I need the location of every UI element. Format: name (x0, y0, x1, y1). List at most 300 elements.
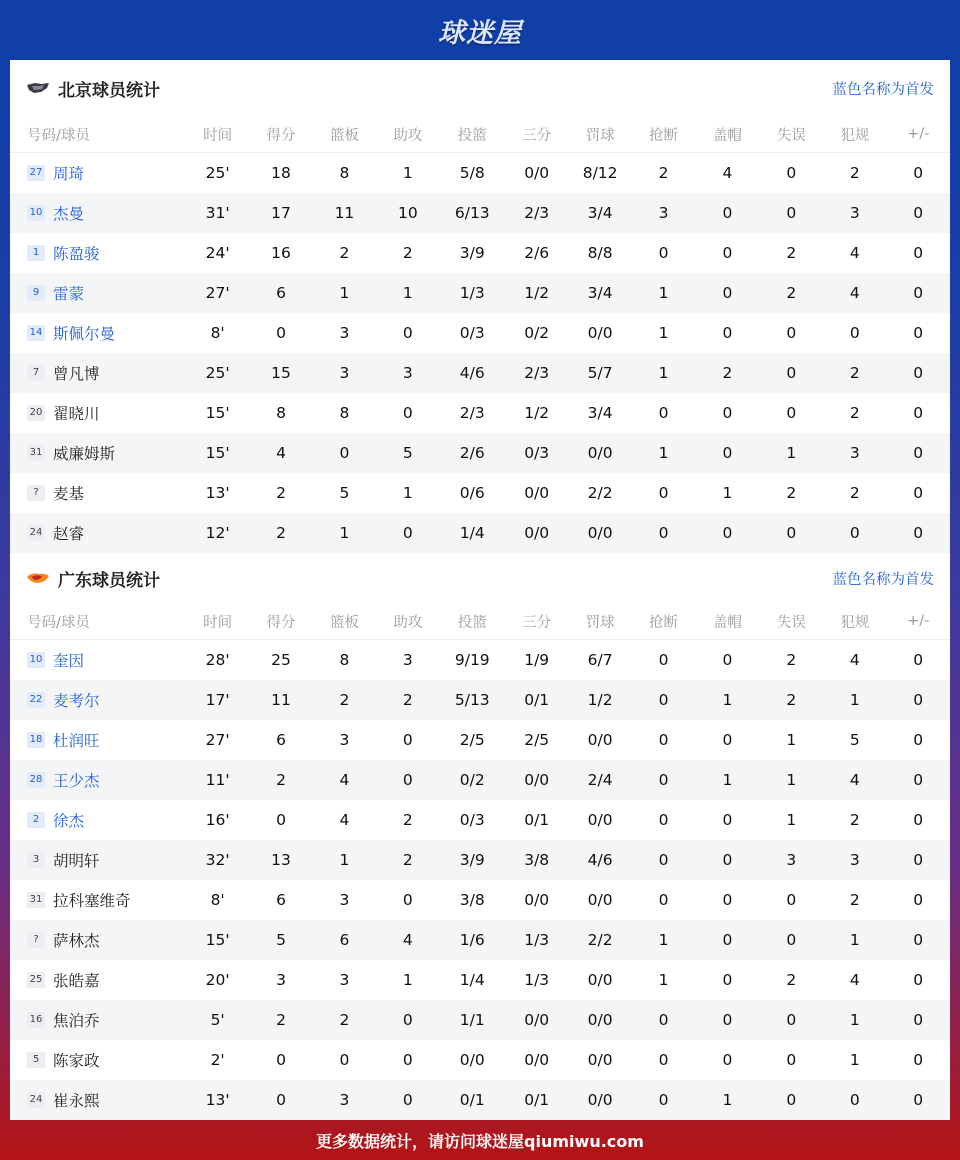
stat-cell: 2 (276, 484, 286, 502)
player-row (10, 840, 950, 880)
team-section-beijing (10, 60, 950, 553)
stat-cell: 0 (658, 651, 669, 669)
stat-cell: 0 (760, 1000, 823, 1040)
stat-cell: 0 (376, 760, 439, 800)
stat-cell: 4/6 (568, 840, 631, 880)
stat-cell: 0 (722, 404, 733, 422)
stat-cell: 0 (376, 1080, 439, 1120)
stat-cell: 0 (658, 731, 669, 749)
player-cell (10, 960, 186, 1000)
player-cell (10, 273, 186, 313)
stat-cell: 24' (205, 244, 230, 262)
jersey-number-badge: 3 (27, 852, 45, 868)
stat-cell: 0 (760, 193, 823, 233)
stat-cell: 8/8 (587, 244, 613, 262)
stat-cell: 1 (313, 273, 376, 313)
stat-cell: 1/9 (524, 651, 550, 669)
player-name: 威廉姆斯 (53, 445, 116, 463)
player-cell (10, 880, 186, 920)
stat-cell: 0 (695, 920, 759, 960)
stat-cell: 4 (849, 244, 860, 262)
stat-cell: 0 (913, 324, 924, 342)
stat-cell: 3 (313, 353, 376, 393)
column-header: 罚球 (568, 603, 631, 640)
column-header: 号码/球员 (10, 116, 186, 153)
stat-cell: 0 (886, 920, 950, 960)
stat-cell: 0 (886, 1080, 950, 1120)
stat-cell: 3 (823, 840, 886, 880)
jersey-number-badge: 10 (27, 205, 45, 221)
player-row (10, 760, 950, 800)
footer-text: 更多数据统计，请访问球迷屋qiumiwu.com (316, 1131, 644, 1151)
stat-cell: 0 (722, 811, 733, 829)
team-header (10, 60, 950, 116)
jersey-number-badge: ? (27, 485, 45, 501)
column-header: 时间 (186, 116, 249, 153)
player-row (10, 720, 950, 760)
stat-cell: 0 (886, 433, 950, 473)
stat-cell: 1/4 (459, 971, 485, 989)
stat-cell: 0 (913, 731, 924, 749)
stat-cell: 4 (722, 164, 733, 182)
stat-cell: 3 (276, 971, 286, 989)
stat-cell: 0 (695, 1000, 759, 1040)
stat-cell: 0 (276, 811, 286, 829)
stat-cell: 0 (313, 433, 376, 473)
stat-cell: 2 (849, 811, 860, 829)
column-header: 投篮 (440, 603, 505, 640)
stat-cell: 0 (402, 404, 413, 422)
stat-cell: 17 (249, 193, 312, 233)
stat-cell: 2 (313, 1000, 376, 1040)
stat-cell: 2 (249, 1000, 312, 1040)
player-name: 焦泊乔 (53, 1012, 100, 1030)
jersey-number-badge: 28 (27, 772, 45, 788)
stat-cell: 1 (313, 840, 376, 880)
stat-cell: 12' (186, 513, 249, 553)
stat-cell: 1 (313, 513, 376, 553)
stat-cell: 1 (695, 680, 759, 720)
stat-cell: 1 (823, 920, 886, 960)
column-header: 盖帽 (695, 603, 759, 640)
stat-cell: 0 (786, 404, 797, 422)
column-header: 失误 (760, 116, 823, 153)
stat-cell: 0/0 (568, 513, 631, 553)
jersey-number-badge: 7 (27, 365, 45, 381)
stat-cell: 2 (786, 484, 797, 502)
player-row (10, 233, 950, 273)
stat-cell: 5/8 (459, 164, 485, 182)
column-header: 抢断 (632, 603, 695, 640)
player-name: 崔永熙 (53, 1092, 100, 1110)
stat-cell: 0 (632, 1080, 695, 1120)
stat-cell: 2 (402, 811, 413, 829)
stat-cell: 0/0 (568, 433, 631, 473)
player-name: 张皓嘉 (53, 972, 100, 990)
stat-cell: 15' (186, 920, 249, 960)
stat-cell: 0/0 (524, 484, 550, 502)
guangdong-team-logo-icon (26, 571, 50, 585)
stat-cell: 0 (913, 891, 924, 909)
player-cell (10, 153, 186, 194)
column-header: 号码/球员 (10, 603, 186, 640)
stat-cell: 4 (376, 920, 439, 960)
column-header: 助攻 (376, 116, 439, 153)
player-row (10, 313, 950, 353)
stat-cell: 3/8 (505, 840, 568, 880)
stat-cell: 5/13 (440, 680, 505, 720)
stat-cell: 1/3 (440, 273, 505, 313)
stat-cell: 11' (186, 760, 249, 800)
jersey-number-badge: 10 (27, 652, 45, 668)
column-header: 得分 (249, 603, 312, 640)
stat-cell: 1 (760, 760, 823, 800)
column-header: 得分 (249, 116, 312, 153)
stat-cell: 0 (722, 1051, 733, 1069)
player-cell (10, 513, 186, 553)
player-name: 曾凡博 (53, 365, 100, 383)
stat-cell: 3 (313, 1080, 376, 1120)
qiumiwu-logo: 球迷屋 (438, 17, 522, 49)
stat-cell: 0 (376, 1000, 439, 1040)
stat-cell: 0 (886, 193, 950, 233)
stat-cell: 1 (823, 680, 886, 720)
player-cell (10, 840, 186, 880)
player-name: 拉科塞维奇 (53, 892, 131, 910)
stat-cell: 13 (249, 840, 312, 880)
column-header: 投篮 (440, 116, 505, 153)
stat-cell: 1 (849, 1051, 860, 1069)
stat-cell: 0 (786, 164, 797, 182)
stat-cell: 0/1 (524, 811, 550, 829)
stat-cell: 15' (205, 404, 230, 422)
stat-cell: 1 (786, 731, 797, 749)
stat-cell: 9/19 (454, 651, 490, 669)
stat-cell: 0/0 (587, 811, 613, 829)
column-header: 失误 (760, 603, 823, 640)
stat-cell: 0/0 (587, 731, 613, 749)
stat-cell: 1 (376, 273, 439, 313)
stat-cell: 0 (376, 513, 439, 553)
stat-cell: 0/3 (459, 811, 485, 829)
column-header: +/- (886, 603, 950, 640)
stat-cell: 0/3 (505, 433, 568, 473)
stat-cell: 0 (849, 324, 860, 342)
stat-cell: 1 (402, 484, 413, 502)
stat-cell: 27' (205, 731, 230, 749)
player-name: 奎因 (53, 652, 85, 670)
player-row (10, 800, 950, 840)
stat-cell: 0/0 (587, 324, 613, 342)
column-header: 犯规 (823, 603, 886, 640)
stat-cell: 3 (760, 840, 823, 880)
column-header: 三分 (505, 116, 568, 153)
stat-cell: 3/9 (459, 244, 485, 262)
stat-cell: 1/2 (524, 404, 550, 422)
stat-cell: 3/4 (587, 404, 613, 422)
player-cell (10, 353, 186, 393)
stat-cell: 1/2 (505, 273, 568, 313)
stat-cell: 0 (722, 324, 733, 342)
stat-cell: 1 (658, 971, 669, 989)
stat-cell: 5 (849, 731, 860, 749)
stat-cell: 0 (632, 840, 695, 880)
jersey-number-badge: 31 (27, 445, 45, 461)
stat-cell: 3/9 (440, 840, 505, 880)
stat-cell: 2/6 (524, 244, 550, 262)
player-cell (10, 393, 186, 433)
stat-cell: 1/6 (440, 920, 505, 960)
stat-cell: 8 (339, 651, 350, 669)
player-cell (10, 433, 186, 473)
stat-cell: 3 (632, 193, 695, 233)
stat-cell: 3 (823, 193, 886, 233)
stat-cell: 4 (339, 811, 350, 829)
stat-cell: 4 (849, 971, 860, 989)
stat-cell: 1 (632, 920, 695, 960)
jersey-number-badge: 5 (27, 1052, 45, 1068)
stat-cell: 2/4 (568, 760, 631, 800)
stat-cell: 5 (376, 433, 439, 473)
stat-cell: 0 (786, 891, 797, 909)
player-row (10, 960, 950, 1000)
stat-cell: 3/8 (459, 891, 485, 909)
player-name: 杰曼 (53, 205, 85, 223)
team-title: 北京球员统计 (58, 80, 160, 101)
stat-cell: 2 (658, 164, 669, 182)
stat-cell: 0/0 (524, 1051, 550, 1069)
player-cell (10, 1040, 186, 1080)
stat-cell: 0 (823, 513, 886, 553)
player-cell (10, 1000, 186, 1040)
stat-cell: 6 (276, 891, 286, 909)
stat-cell: 0 (760, 920, 823, 960)
starter-note: 蓝色名称为首发 (832, 571, 934, 588)
stat-cell: 25 (271, 651, 291, 669)
stat-cell: 2 (823, 353, 886, 393)
player-row (10, 920, 950, 960)
player-row (10, 1040, 950, 1080)
stat-cell: 3 (339, 324, 350, 342)
stat-cell: 2 (849, 891, 860, 909)
stat-cell: 16' (205, 811, 230, 829)
stat-cell: 0/0 (587, 971, 613, 989)
footer-banner (0, 1120, 960, 1160)
player-row (10, 393, 950, 433)
stat-cell: 0/0 (459, 1051, 485, 1069)
column-header: 三分 (505, 603, 568, 640)
stat-cell: 8 (339, 164, 350, 182)
stat-cell: 1 (823, 1000, 886, 1040)
player-name: 陈家政 (53, 1052, 100, 1070)
stat-cell: 4/6 (440, 353, 505, 393)
stat-cell: 2 (402, 244, 413, 262)
player-cell (10, 1080, 186, 1120)
stat-cell: 0 (913, 404, 924, 422)
stat-cell: 3 (376, 353, 439, 393)
player-row (10, 1000, 950, 1040)
stat-cell: 0/3 (459, 324, 485, 342)
player-row (10, 473, 950, 513)
jersey-number-badge: 27 (27, 165, 45, 181)
stat-cell: 2' (210, 1051, 225, 1069)
stat-cell: 2 (786, 651, 797, 669)
stat-cell: 6 (249, 273, 312, 313)
stat-cell: 0 (823, 1080, 886, 1120)
stat-cell: 1/4 (440, 513, 505, 553)
stat-cell: 1 (402, 164, 413, 182)
jersey-number-badge: 22 (27, 692, 45, 708)
stat-cell: 2/2 (568, 920, 631, 960)
player-cell (10, 233, 186, 273)
stat-cell: 1 (632, 433, 695, 473)
stat-cell: 0 (786, 324, 797, 342)
player-cell (10, 720, 186, 760)
jersey-number-badge: 31 (27, 892, 45, 908)
stat-cell: 13' (205, 484, 230, 502)
stat-cell: 0 (658, 404, 669, 422)
stat-cell: 1 (786, 811, 797, 829)
stat-cell: 1/3 (505, 920, 568, 960)
stat-cell: 0 (402, 324, 413, 342)
stat-cell: 1/1 (440, 1000, 505, 1040)
stat-cell: 20' (205, 971, 230, 989)
stat-cell: 32' (186, 840, 249, 880)
stat-cell: 0 (886, 760, 950, 800)
player-row (10, 680, 950, 720)
player-row (10, 640, 950, 681)
stat-cell: 2/3 (505, 353, 568, 393)
player-row (10, 353, 950, 393)
stat-cell: 2 (849, 164, 860, 182)
player-row (10, 513, 950, 553)
stat-cell: 8' (210, 891, 225, 909)
stat-cell: 2 (376, 840, 439, 880)
stat-cell: 1 (695, 760, 759, 800)
stat-cell: 1 (632, 353, 695, 393)
stat-cell: 0 (658, 244, 669, 262)
player-name: 徐杰 (53, 812, 85, 830)
jersey-number-badge: 24 (27, 525, 45, 541)
jersey-number-badge: 14 (27, 325, 45, 341)
stat-cell: 0 (276, 1051, 286, 1069)
stat-cell: 2 (760, 680, 823, 720)
stat-cell: 1 (658, 324, 669, 342)
stat-cell: 2 (786, 244, 797, 262)
stat-cell: 3 (339, 891, 350, 909)
stat-cell: 0 (913, 651, 924, 669)
stat-cell: 0 (722, 244, 733, 262)
top-banner (0, 0, 960, 60)
stat-cell: 27' (186, 273, 249, 313)
stat-cell: 0 (886, 680, 950, 720)
stat-cell: 0 (886, 513, 950, 553)
stat-cell: 3 (402, 651, 413, 669)
stat-cell: 0 (760, 1080, 823, 1120)
stat-cell: 8 (339, 404, 350, 422)
stat-cell: 0/0 (568, 1000, 631, 1040)
player-row (10, 433, 950, 473)
player-stats-table (10, 603, 950, 1120)
stat-cell: 2/3 (505, 193, 568, 233)
stat-cell: 0 (632, 1000, 695, 1040)
player-name: 周琦 (53, 165, 85, 183)
player-row (10, 273, 950, 313)
player-row (10, 193, 950, 233)
stat-cell: 31' (186, 193, 249, 233)
player-name: 雷蒙 (53, 285, 85, 303)
stat-cell: 0/2 (440, 760, 505, 800)
stat-cell: 13' (186, 1080, 249, 1120)
stat-cell: 3 (339, 731, 350, 749)
stat-cell: 0 (886, 840, 950, 880)
column-header: 抢断 (632, 116, 695, 153)
stat-cell: 8' (210, 324, 225, 342)
stat-cell: 2 (249, 760, 312, 800)
jersey-number-badge: 2 (27, 812, 45, 828)
stat-cell: 0 (913, 484, 924, 502)
stat-cell: 3/4 (568, 193, 631, 233)
stat-cell: 1/2 (568, 680, 631, 720)
player-name: 翟晓川 (53, 405, 100, 423)
player-name: 麦考尔 (53, 692, 100, 710)
player-cell (10, 760, 186, 800)
stat-cell: 6 (276, 731, 286, 749)
stat-cell: 0 (276, 324, 286, 342)
stat-cell: 6/7 (587, 651, 613, 669)
player-cell (10, 313, 186, 353)
stat-cell: 1 (760, 433, 823, 473)
beijing-team-logo-icon (26, 81, 50, 95)
jersey-number-badge: 25 (27, 972, 45, 988)
player-name: 王少杰 (53, 772, 100, 790)
stats-panel (10, 60, 950, 1120)
player-cell (10, 640, 186, 681)
stat-cell: 0/1 (505, 680, 568, 720)
table-header-row (10, 116, 950, 153)
stat-cell: 2/5 (524, 731, 550, 749)
stat-cell: 0 (722, 891, 733, 909)
player-name: 斯佩尔曼 (53, 325, 116, 343)
column-header: 罚球 (568, 116, 631, 153)
stat-cell: 28' (205, 651, 230, 669)
stat-cell: 4 (249, 433, 312, 473)
jersey-number-badge: 1 (27, 245, 45, 261)
stat-cell: 5 (339, 484, 350, 502)
stat-cell: 10 (376, 193, 439, 233)
stat-cell: 0/1 (440, 1080, 505, 1120)
stat-cell: 0 (402, 1051, 413, 1069)
stat-cell: 15 (249, 353, 312, 393)
team-header (10, 553, 950, 603)
stat-cell: 0/0 (587, 891, 613, 909)
column-header: 篮板 (313, 603, 376, 640)
stat-cell: 0 (658, 484, 669, 502)
stat-cell: 25' (205, 164, 230, 182)
stat-cell: 5/7 (568, 353, 631, 393)
stat-cell: 2/3 (459, 404, 485, 422)
starter-note: 蓝色名称为首发 (832, 81, 934, 98)
stat-cell: 0/0 (568, 1080, 631, 1120)
stat-cell: 0/0 (587, 1051, 613, 1069)
stat-cell: 0 (632, 513, 695, 553)
stat-cell: 0 (722, 971, 733, 989)
player-cell (10, 800, 186, 840)
stat-cell: 2 (760, 273, 823, 313)
stat-cell: 1 (632, 273, 695, 313)
stat-cell: 0 (695, 840, 759, 880)
stat-cell: 3 (823, 433, 886, 473)
